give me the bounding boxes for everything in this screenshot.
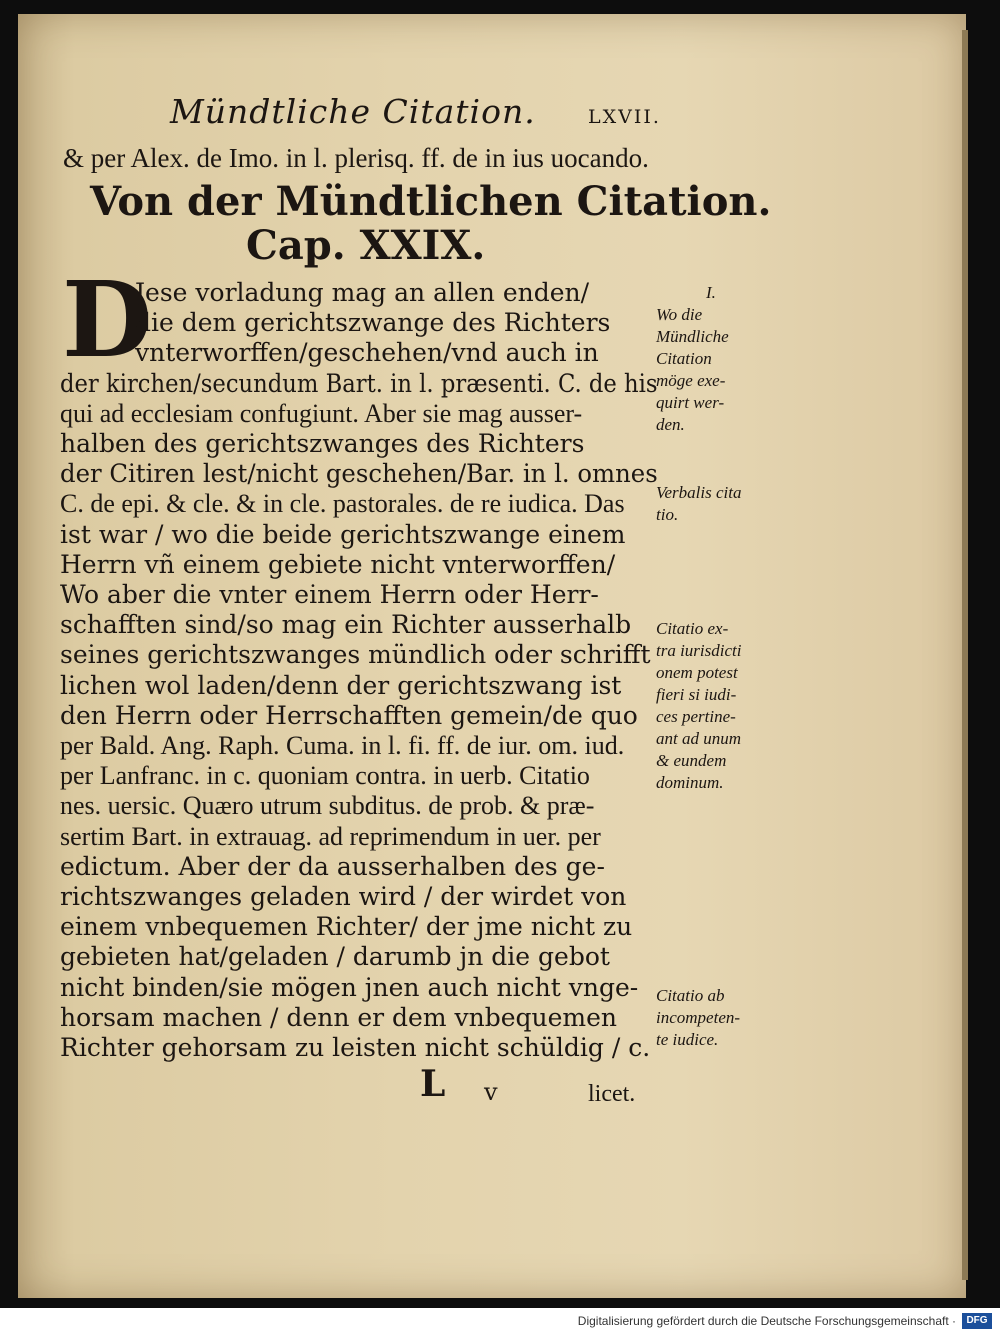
signature-number: v	[484, 1078, 498, 1106]
margin-note	[656, 618, 786, 794]
footer-bar	[0, 1308, 1000, 1335]
signature-mark: L	[420, 1063, 446, 1105]
margin-note-line: Verbalis cita	[656, 483, 742, 502]
margin-note-line: ant ad unum	[656, 729, 741, 748]
catchword: licet.	[588, 1081, 636, 1107]
body-line: edictum. Aber der da ausserhalben des ge-	[60, 851, 605, 881]
margin-note-line: dominum.	[656, 773, 724, 792]
body-line: C. de epi. & cle. & in cle. pastorales. de re iudica. Das	[60, 489, 625, 519]
body-line: Wo aber die vnter einem Herrn oder Herr-	[60, 580, 599, 609]
body-line: der Citiren lest/nicht geschehen/Bar. in l. omnes	[60, 459, 658, 489]
margin-note-line: ces pertine-	[656, 707, 736, 726]
margin-note-line: Citation	[656, 349, 712, 368]
body-line: Herrn vñ einem gebiete nicht vnterworffen/	[60, 549, 616, 579]
body-line: einem vnbequemen Richter/ der jme nicht zu	[60, 912, 633, 942]
page-edge	[962, 30, 968, 1280]
body-line: per Lanfranc. in c. quoniam contra. in uerb. Citatio	[60, 761, 590, 791]
margin-note-line: onem potest	[656, 663, 738, 682]
margin-note-line: Wo die	[656, 305, 703, 324]
body-line: die dem gerichtszwange des Richters	[135, 308, 611, 338]
body-line: qui ad ecclesiam confugiunt. Aber sie mag ausser-	[60, 398, 583, 428]
body-line: richtszwanges geladen wird / der wirdet von	[60, 882, 627, 911]
body-line: Richter gehorsam zu leisten nicht schüldig / c.	[60, 1033, 651, 1062]
body-line: per Bald. Ang. Raph. Cuma. in l. fi. ff. de iur. om. iud.	[60, 731, 625, 760]
margin-note-line: incompeten-	[656, 1008, 741, 1027]
body-line: sertim Bart. in extrauag. ad reprimendum in uer. per	[60, 821, 601, 851]
margin-note-line: fieri si iudi-	[656, 685, 737, 704]
body-line: ist war / wo die beide gerichtszwange einem	[60, 519, 626, 549]
margin-note-line: & eundem	[656, 751, 727, 770]
margin-note-line: Citatio ex-	[656, 619, 729, 638]
body-line: gebieten hat/geladen / darumb jn die gebot	[60, 942, 610, 972]
body-line: schafften sind/so mag ein Richter ausserhalb	[60, 610, 632, 640]
footer-credit: Digitalisierung gefördert durch die Deutsche Forschungsgemeinschaft ·	[577, 1314, 956, 1328]
margin-note-line: tra iurisdicti	[656, 641, 742, 660]
body-line: horsam machen / denn er dem vnbequemen	[60, 1002, 618, 1032]
chapter-heading: Von der Mündtlichen Citation.	[90, 178, 772, 225]
body-line: seines gerichtszwanges mündlich oder schrifft	[60, 640, 651, 670]
body-line: Jese vorladung mag an allen enden/	[135, 278, 590, 307]
margin-note-line: te iudice.	[656, 1030, 719, 1049]
body-line: lichen wol laden/denn der gerichtszwang ist	[60, 670, 622, 700]
margin-note-line: tio.	[656, 505, 679, 524]
margin-note	[656, 985, 786, 1051]
body-line: nes. uersic. Quæro utrum subditus. de prob. & præ-	[60, 791, 595, 821]
dfg-logo: DFG	[962, 1313, 992, 1329]
margin-note-line: Mündliche	[656, 327, 729, 346]
body-line: den Herrn oder Herrschafften gemein/de quo	[60, 700, 638, 730]
reference-line: & per Alex. de Imo. in l. plerisq. ff. de in ius uocando.	[63, 143, 649, 173]
body-line: nicht binden/sie mögen jnen auch nicht vnge-	[60, 972, 639, 1002]
margin-note-line: quirt wer-	[656, 393, 725, 412]
body-line: der kirchen/secundum Bart. in l. præsenti. C. de his	[60, 368, 658, 398]
running-title: Mündtliche Citation.	[170, 92, 536, 131]
margin-note-line: den.	[656, 415, 685, 434]
margin-note-line: Citatio ab	[656, 986, 725, 1005]
body-line: halben des gerichtszwanges des Richters	[60, 429, 585, 458]
margin-note	[656, 282, 786, 436]
margin-note	[656, 482, 786, 526]
chapter-number: Cap. XXIX.	[246, 222, 486, 269]
drop-cap-initial: D	[62, 258, 153, 381]
body-line: vnterworffen/geschehen/vnd auch in	[135, 338, 599, 368]
margin-note-line: I.	[706, 283, 716, 302]
folio-number: LXVII.	[588, 106, 661, 128]
margin-note-line: möge exe-	[656, 371, 726, 390]
